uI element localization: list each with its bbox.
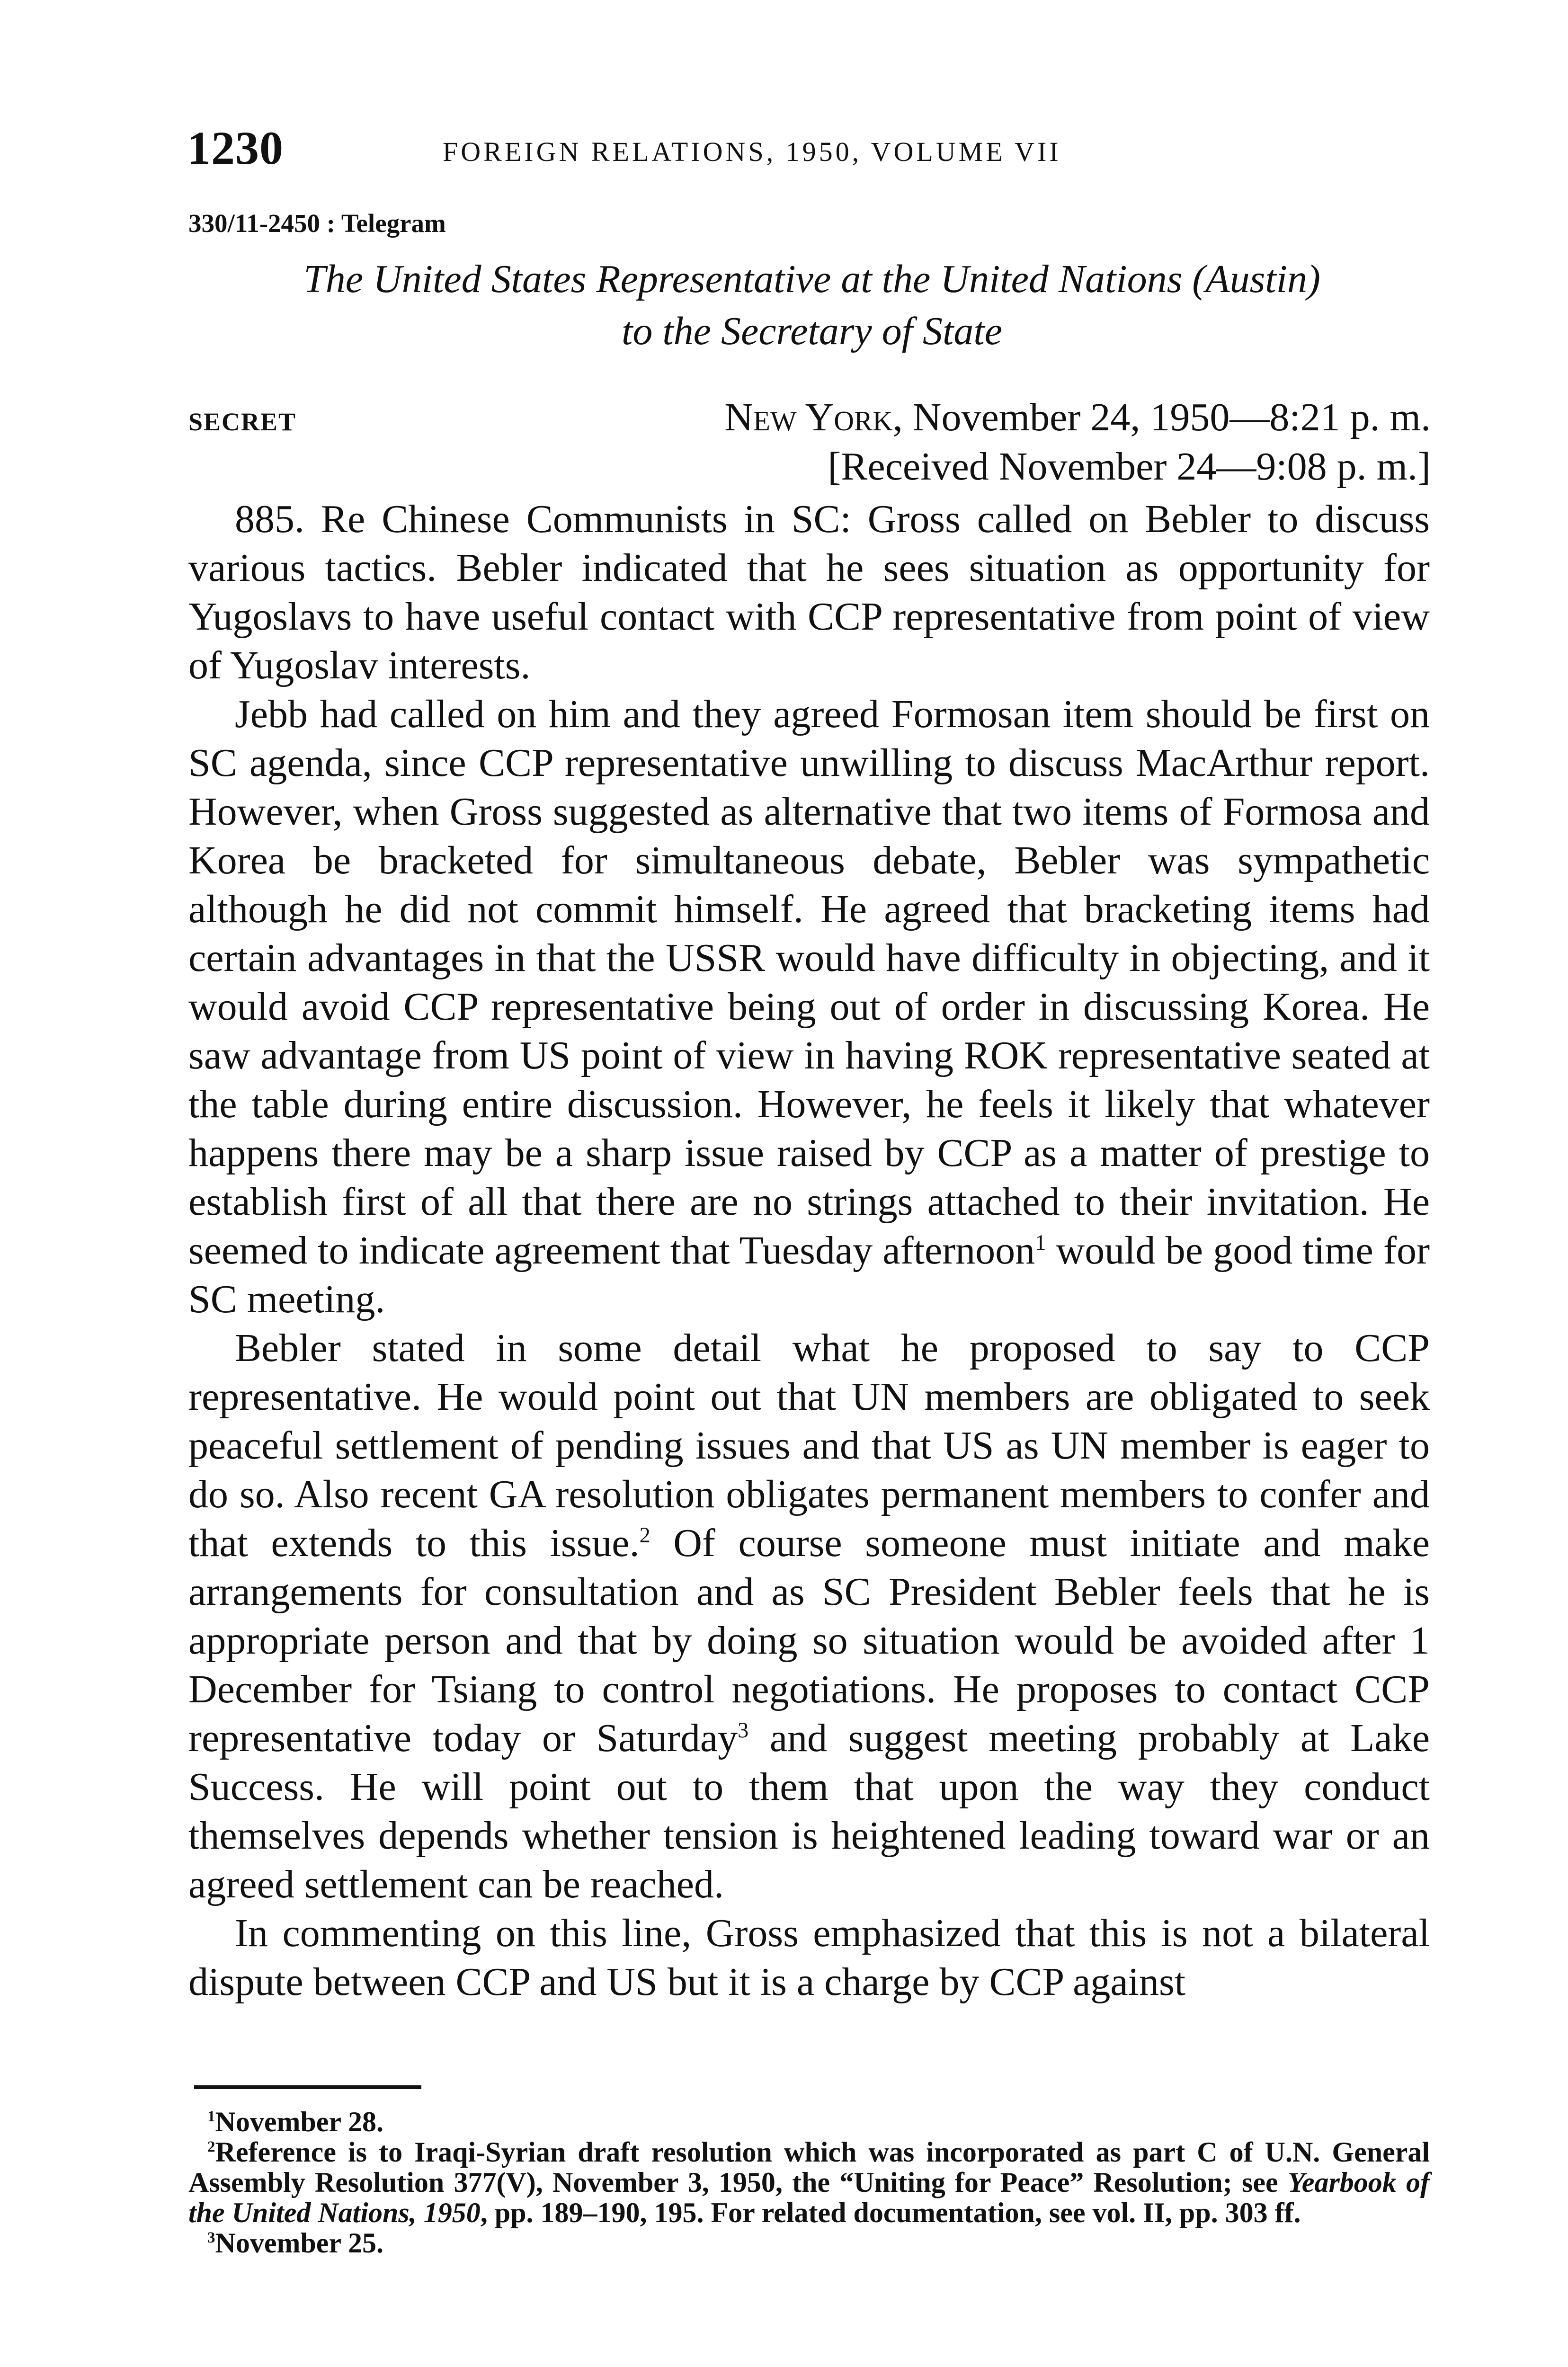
title-line-1: The United States Representative at the United Nations (Austin) xyxy=(303,257,1320,301)
footnote-2 xyxy=(188,2137,1430,2228)
paragraph-3-text-a: Bebler stated in some detail what he proposed to say to CCP representative. He would point out that UN members are obligated to seek peaceful settlement of pending issues and that US as UN member is eager to do so. Also recent GA resolution obligates permanent members to confer and that extends to this issue. xyxy=(188,1326,1430,1565)
title-line-2: to the Secretary of State xyxy=(622,309,1002,353)
footnote-3 xyxy=(188,2228,1430,2258)
footnote-1-text: November 28. xyxy=(215,2106,383,2137)
page-number: 1230 xyxy=(187,122,284,174)
footnotes xyxy=(188,2107,1430,2258)
footnote-3-text: November 25. xyxy=(215,2227,383,2259)
dateline-date: November 24, 1950—8:21 p. m. xyxy=(902,395,1431,439)
paragraph-1: 885. Re Chinese Communists in SC: Gross called on Bebler to discuss various tactics. Bebler indicated that he sees situation as opportunity for Yugoslavs to have useful contact with CCP representative from point of view of Yugoslav interests. xyxy=(188,497,1430,687)
footnote-2-mark: 2 xyxy=(207,2138,215,2155)
footnote-2-yearbook-title: Yearbook of the United Nations, 1950 xyxy=(188,2167,1430,2228)
dateline xyxy=(724,393,1431,491)
footnote-ref-3: 3 xyxy=(738,1718,749,1742)
footnote-3-mark: 3 xyxy=(207,2229,215,2246)
footnote-1-mark: 1 xyxy=(207,2108,215,2125)
paragraph-3-text-b: Of course someone must initiate and make arrangements for consultation and as SC President Bebler feels that he is appropriate person and that by doing so situation would be avoided after 1 December for Tsiang to control negotiations. He proposes to contact CCP representative today or Saturday xyxy=(188,1521,1430,1760)
paragraph-3-text-c: and suggest meeting probably at Lake Success. He will point out to them that upon the way they conduct themselves depends whether tension is heightened leading toward war or an agreed settlement can be reached. xyxy=(188,1716,1430,1906)
footnote-ref-1: 1 xyxy=(1035,1230,1046,1255)
footnote-divider xyxy=(194,2085,421,2089)
document-title xyxy=(187,253,1437,357)
paragraph-2-text-b: would be good time for SC meeting. xyxy=(188,1228,1430,1321)
classification-label: SECRET xyxy=(188,408,297,436)
paragraph-4: In commenting on this line, Gross emphasized that this is not a bilateral dispute between CCP and US but it is a charge by CCP against xyxy=(188,1911,1430,2004)
dateline-place: New York, xyxy=(724,395,903,439)
telegram-body xyxy=(188,495,1430,2006)
footnote-ref-2: 2 xyxy=(639,1523,650,1547)
footnote-1 xyxy=(188,2107,1430,2137)
file-reference: 330/11-2450 : Telegram xyxy=(188,209,446,238)
paragraph-3 xyxy=(188,1324,1430,1909)
footnote-2-text-b: , pp. 189–190, 195. For related documentation, see vol. II, pp. 303 ff. xyxy=(480,2197,1301,2228)
paragraph-2 xyxy=(188,690,1430,1324)
received-line: [Received November 24—9:08 p. m.] xyxy=(828,445,1431,489)
footnote-2-text-a: Reference is to Iraqi-Syrian draft resolution which was incorporated as part C of U.N. General Assembly Resolution 377(V), November 3, 1950, the “Uniting for Peace” Resolution; see xyxy=(188,2136,1430,2198)
paragraph-2-text-a: Jebb had called on him and they agreed Formosan item should be first on SC agenda, since CCP representative unwilling to discuss MacArthur report. However, when Gross suggested as alternative that two items of Formosa and Korea be bracketed for simultaneous debate, Bebler was sympathetic although he did not commit himself. He agreed that bracketing items had certain advantages in that the USSR would have difficulty in objecting, and it would avoid CCP representative being out of order in discussing Korea. He saw advantage from US point of view in having ROK representative seated at the table during entire discussion. However, he feels it likely that whatever happens there may be a sharp issue raised by CCP as a matter of prestige to establish first of all that there are no strings attached to their invitation. He seemed to indicate agreement that Tuesday afternoon xyxy=(188,692,1430,1272)
running-head: FOREIGN RELATIONS, 1950, VOLUME VII xyxy=(443,136,1061,167)
page-header xyxy=(187,121,1437,178)
